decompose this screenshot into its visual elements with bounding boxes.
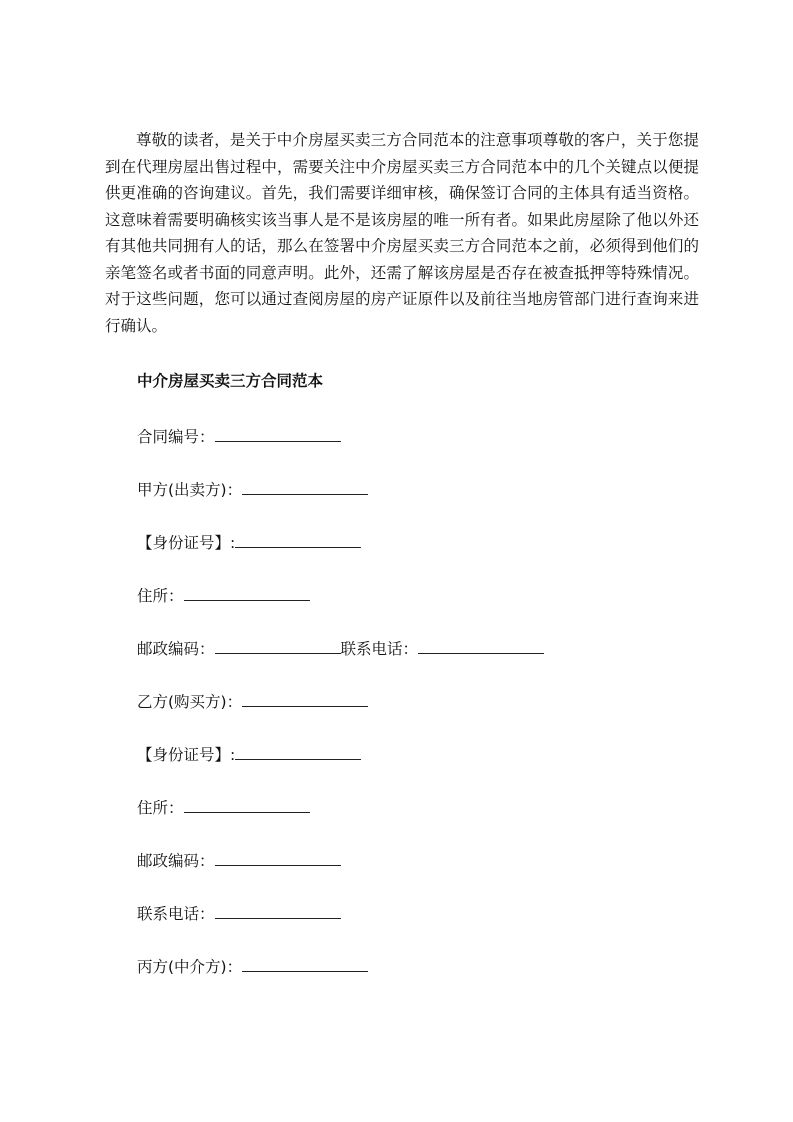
party-b-address-label: 住所： xyxy=(137,799,184,817)
party-a-id-label: 【身份证号】: xyxy=(137,534,236,552)
party-b-postcode-label: 邮政编码： xyxy=(137,852,215,870)
party-a-contact-field xyxy=(137,637,544,660)
contract-number-field xyxy=(137,425,341,448)
party-c-label: 丙方(中介方)： xyxy=(137,958,243,976)
party-a-postcode-blank[interactable] xyxy=(215,637,341,654)
contract-title: 中介房屋买卖三方合同范本 xyxy=(137,372,324,390)
party-a-field xyxy=(137,478,368,501)
party-b-phone-label: 联系电话： xyxy=(137,905,215,923)
party-a-phone-label: 联系电话： xyxy=(340,640,419,658)
party-b-address-field xyxy=(137,796,310,819)
party-a-blank[interactable] xyxy=(242,478,368,495)
party-b-id-label: 【身份证号】: xyxy=(137,746,236,764)
party-c-field xyxy=(137,955,368,978)
party-b-postcode-field xyxy=(137,849,341,872)
party-a-postcode-label: 邮政编码： xyxy=(137,640,215,658)
party-a-id-field xyxy=(137,531,361,554)
party-b-address-blank[interactable] xyxy=(184,796,310,813)
party-a-id-blank[interactable] xyxy=(235,531,361,548)
party-a-phone-blank[interactable] xyxy=(418,637,544,654)
party-b-label: 乙方(购买方)： xyxy=(137,693,243,711)
party-b-blank[interactable] xyxy=(242,690,368,707)
party-a-address-label: 住所： xyxy=(137,587,184,605)
party-c-blank[interactable] xyxy=(242,955,368,972)
contract-number-blank[interactable] xyxy=(215,425,341,442)
intro-paragraph: 尊敬的读者，是关于中介房屋买卖三方合同范本的注意事项尊敬的客户，关于您提到在代理房屋出售过程中，需要关注中介房屋买卖三方合同范本中的几个关键点以便提供更准确的咨询建议。首先，我们需要详细审核，确保签订合同的主体具有适当资格。这意味着需要明确核实该当事人是不是该房屋的唯一所有者。如果此房屋除了他以外还有其他共同拥有人的话，那么在签署中介房屋买卖三方合同范本之前，必须得到他们的亲笔签名或者书面的同意声明。此外，还需了解该房屋是否存在被查抵押等特殊情况。对于这些问题，您可以通过查阅房屋的房产证原件以及前往当地房管部门进行查询来进行确认。 xyxy=(105,131,699,335)
party-b-phone-blank[interactable] xyxy=(215,902,341,919)
party-a-address-blank[interactable] xyxy=(184,584,310,601)
party-b-id-field xyxy=(137,743,361,766)
party-b-postcode-blank[interactable] xyxy=(215,849,341,866)
party-a-label: 甲方(出卖方)： xyxy=(137,481,243,499)
party-b-phone-field xyxy=(137,902,341,925)
party-b-field xyxy=(137,690,368,713)
contract-number-label: 合同编号： xyxy=(137,428,215,446)
party-b-id-blank[interactable] xyxy=(235,743,361,760)
party-a-address-field xyxy=(137,584,310,607)
